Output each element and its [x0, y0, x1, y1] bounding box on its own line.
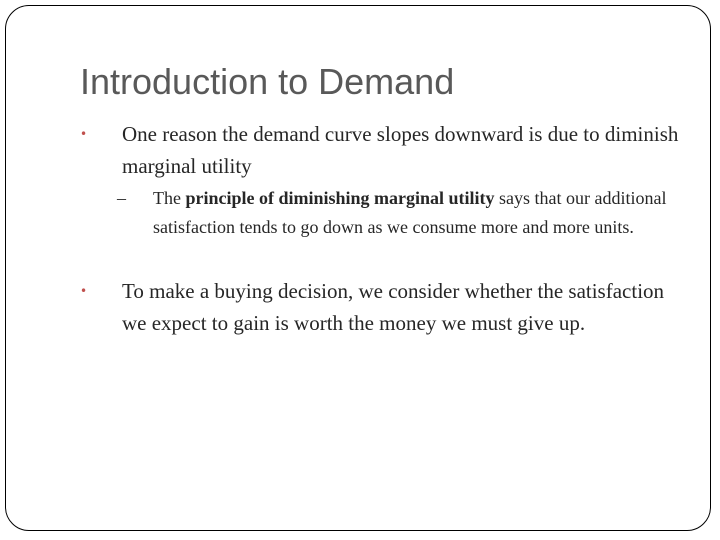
- bullet-text: To make a buying decision, we consider whether the satisfaction we expect to gain is worth the money we must give up.: [122, 279, 665, 335]
- sub-bullet-text: [153, 184, 673, 242]
- slide-title: Introduction to Demand: [80, 61, 455, 102]
- sub-bullet-item: [117, 184, 673, 242]
- bullet-item: [80, 275, 682, 339]
- sub-bullet-marker-icon: –: [117, 188, 126, 208]
- bullet-text: One reason the demand curve slopes downward is due to diminish marginal utility: [122, 122, 679, 178]
- bullet-marker-icon: •: [80, 127, 88, 141]
- sub-bullet-text-before: The: [153, 188, 186, 208]
- sub-bullet-text-after: says that our additional satisfaction tends to go down as we consume more and more units.: [153, 188, 667, 237]
- key-term: principle of diminishing marginal utility: [185, 188, 495, 208]
- bullet-item: [80, 118, 682, 182]
- bullet-marker-icon: •: [80, 284, 88, 298]
